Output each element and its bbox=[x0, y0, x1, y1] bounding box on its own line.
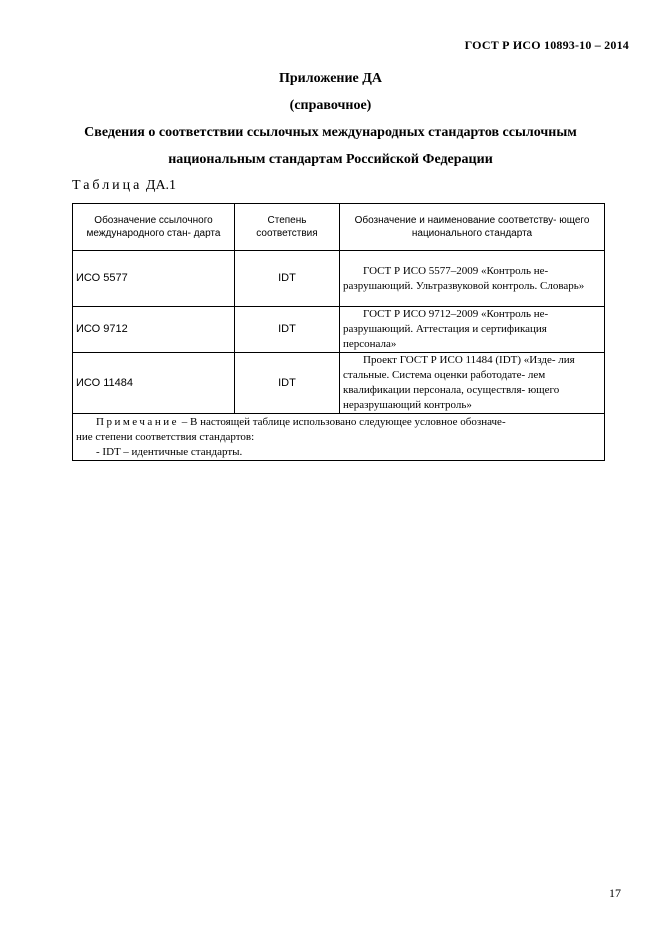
table-caption-number: ДА.1 bbox=[145, 178, 177, 193]
international-standard-cell: ИСО 5577 bbox=[73, 251, 235, 307]
annex-heading-line-2: национальным стандартам Российской Федерации bbox=[168, 152, 493, 167]
note-label: Примечание bbox=[96, 415, 179, 428]
table-caption-word: Таблица bbox=[72, 178, 143, 193]
document-code: ГОСТ Р ИСО 10893-10 – 2014 bbox=[464, 38, 629, 52]
table-note-row bbox=[73, 414, 605, 461]
table-caption bbox=[72, 178, 176, 194]
table-row bbox=[73, 251, 605, 307]
correspondence-table bbox=[72, 203, 605, 461]
international-standard-cell: ИСО 9712 bbox=[73, 307, 235, 353]
column-header-international: Обозначение ссылочного международного стан- дарта bbox=[73, 204, 235, 251]
note-line-3: - IDT – идентичные стандарты. bbox=[96, 445, 243, 458]
note-line-2: ние степени соответствия стандартов: bbox=[76, 430, 255, 443]
national-standard-text: ГОСТ Р ИСО 9712–2009 «Контроль не- разрушающий. Аттестация и сертификация персонала» bbox=[343, 308, 549, 350]
table-header-row bbox=[73, 204, 605, 251]
national-standard-cell bbox=[340, 251, 605, 307]
degree-cell: IDT bbox=[235, 353, 340, 414]
note-line-1 bbox=[76, 415, 601, 430]
column-header-national: Обозначение и наименование соответству- ющего национального стандарта bbox=[340, 204, 605, 251]
national-standard-cell bbox=[340, 307, 605, 353]
table-row bbox=[73, 307, 605, 353]
column-header-degree: Степень соответствия bbox=[235, 204, 340, 251]
national-standard-text: ГОСТ Р ИСО 5577–2009 «Контроль не- разрушающий. Ультразвуковой контроль. Словарь» bbox=[343, 264, 585, 292]
degree-cell: IDT bbox=[235, 307, 340, 353]
page-number: 17 bbox=[609, 886, 621, 900]
degree-cell: IDT bbox=[235, 251, 340, 307]
annex-subtitle: (справочное) bbox=[289, 98, 372, 113]
table-row bbox=[73, 353, 605, 414]
national-standard-text: Проект ГОСТ Р ИСО 11484 (IDT) «Изде- лия стальные. Система оценки работодате- лем квалификации персонала, осуществля- ющего неразрушающий контроль» bbox=[343, 354, 575, 411]
annex-title: Приложение ДА bbox=[278, 71, 383, 86]
national-standard-cell bbox=[340, 353, 605, 414]
international-standard-cell: ИСО 11484 bbox=[73, 353, 235, 414]
note-text-1: – В настоящей таблице использовано следующее условное обозначе- bbox=[178, 415, 506, 428]
annex-heading-line-1: Сведения о соответствии ссылочных международных стандартов ссылочным bbox=[84, 125, 577, 140]
table-note bbox=[73, 414, 605, 461]
